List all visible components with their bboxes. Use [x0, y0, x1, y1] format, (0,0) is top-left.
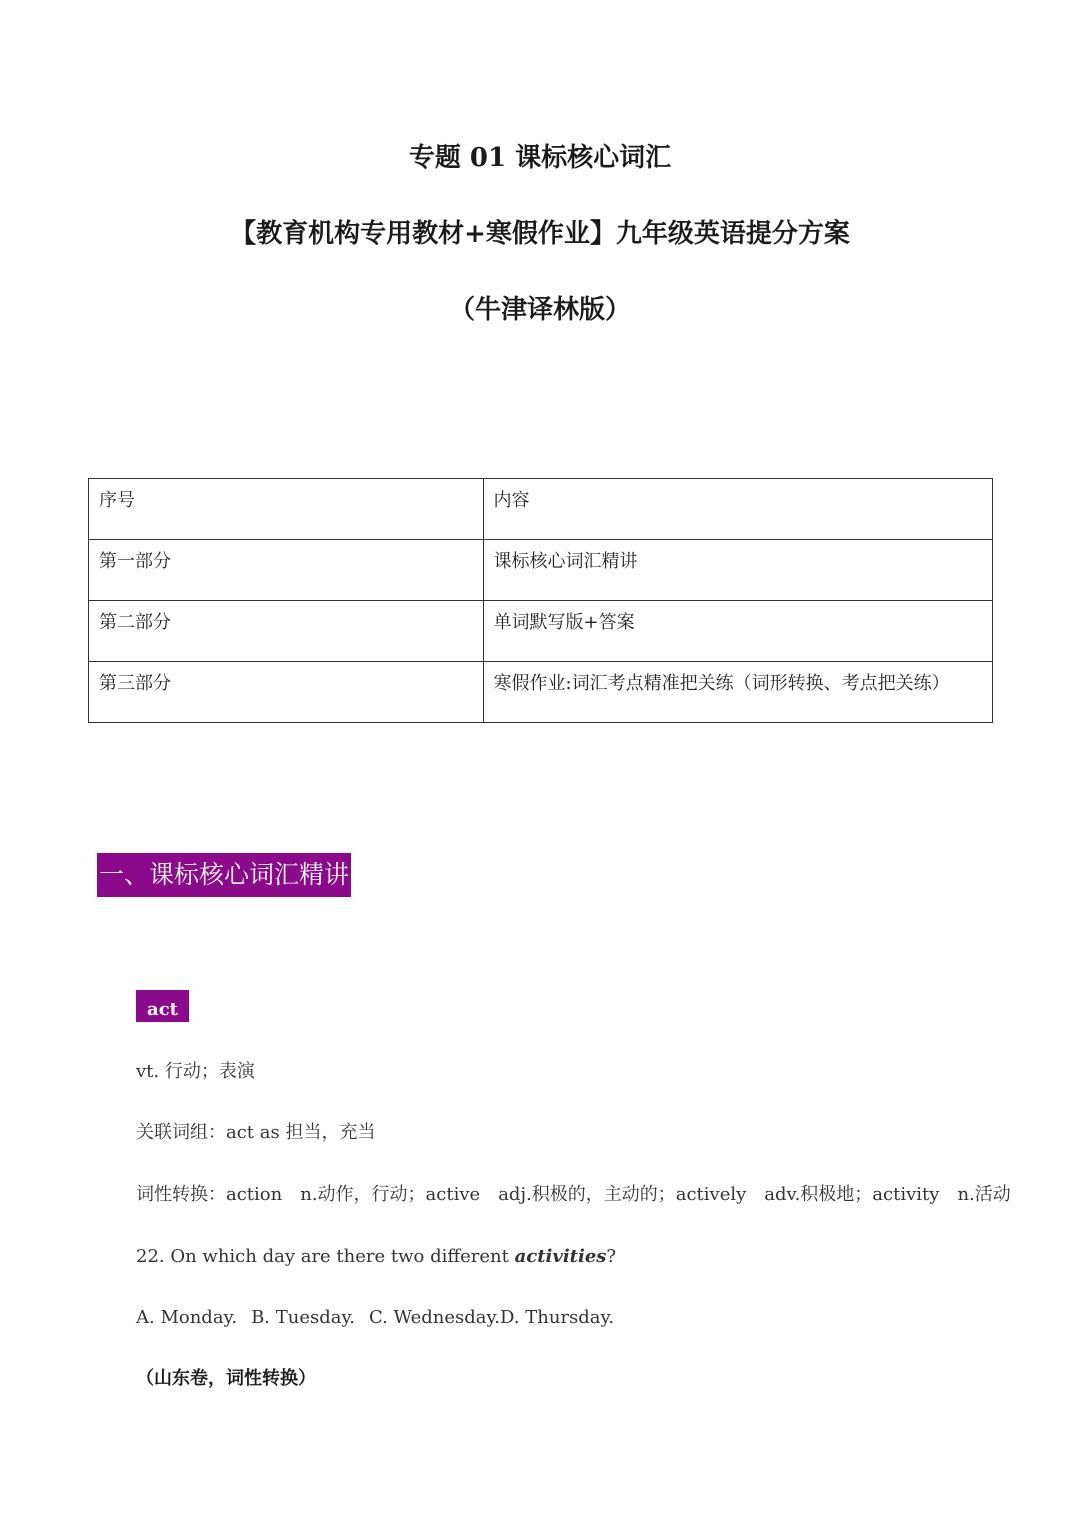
word-form-actively: adv.积极地；activity — [764, 1184, 940, 1205]
word-form-action: n.动作，行动；active — [300, 1184, 481, 1205]
option-c: C. Wednesday. — [368, 1307, 501, 1328]
table-row — [89, 601, 993, 662]
table-cell: 第二部分 — [89, 601, 484, 662]
section-heading: 一、课标核心词汇精讲 — [97, 853, 351, 897]
table-cell: 第一部分 — [89, 540, 484, 601]
word-forms-prefix: 词性转换：action — [136, 1184, 283, 1205]
question-text: 22. On which day are there two different — [136, 1246, 515, 1267]
question-end: ? — [606, 1246, 617, 1267]
document-subtitle: 【教育机构专用教材+寒假作业】九年级英语提分方案 — [230, 219, 850, 249]
table-cell: 寒假作业:词汇考点精准把关练（词形转换、考点把关练） — [483, 662, 992, 723]
word-form-activity: n.活动 — [957, 1184, 1011, 1205]
word-definition: vt. 行动；表演 — [136, 1061, 255, 1082]
document-edition: （牛津译林版） — [448, 295, 631, 325]
option-d: D. Thursday. — [500, 1307, 615, 1328]
word-forms — [136, 1182, 1011, 1208]
table-row — [89, 540, 993, 601]
contents-table — [88, 478, 993, 723]
example-question — [136, 1244, 616, 1270]
table-cell: 单词默写版+答案 — [483, 601, 992, 662]
related-phrase: 关联词组：act as 担当，充当 — [136, 1122, 376, 1143]
option-b: B. Tuesday. — [251, 1307, 355, 1328]
answer-options — [136, 1305, 614, 1331]
word-form-active: adj.积极的，主动的；actively — [498, 1184, 747, 1205]
document-title: 专题 01 课标核心词汇 — [408, 143, 672, 173]
table-row — [89, 662, 993, 723]
vocab-word-tag: act — [136, 990, 189, 1022]
table-header-row — [89, 479, 993, 540]
table-cell: 课标核心词汇精讲 — [483, 540, 992, 601]
option-a: A. Monday. — [136, 1307, 238, 1328]
question-keyword: activities — [514, 1246, 607, 1267]
question-source: （山东卷，词性转换） — [136, 1368, 316, 1389]
table-header-cell: 内容 — [483, 479, 992, 540]
table-header-cell: 序号 — [89, 479, 484, 540]
table-cell: 第三部分 — [89, 662, 484, 723]
